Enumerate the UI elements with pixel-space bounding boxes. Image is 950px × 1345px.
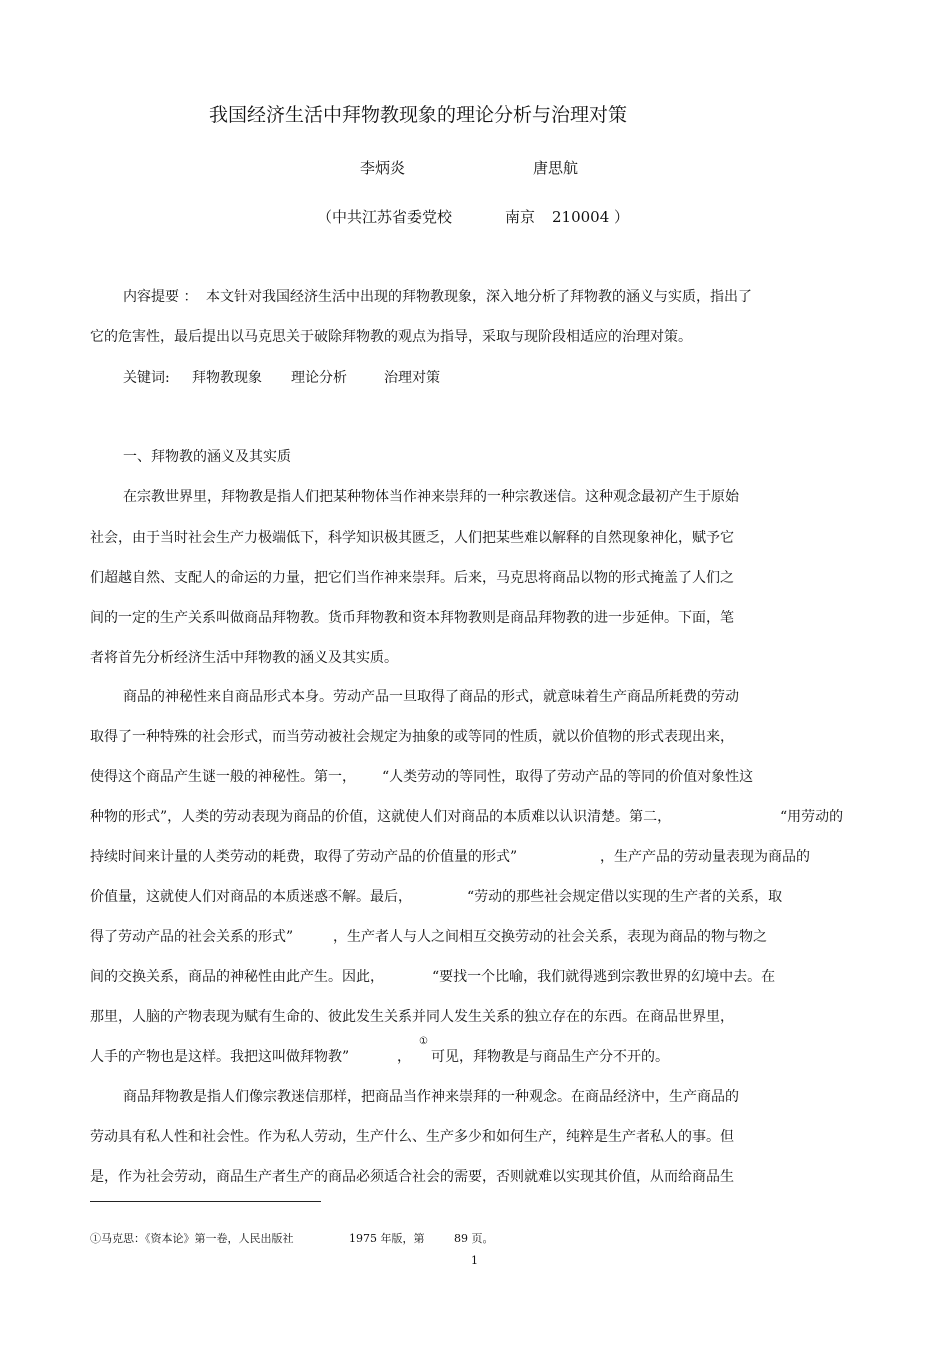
- keyword: 拜物教现象: [192, 370, 262, 386]
- quote-text: 那里，人脑的产物表现为赋有生命的、彼此发生关系并同人发生关系的独立存在的东西。在商品世界里，: [90, 1009, 734, 1025]
- paragraph-line: 商品的神秘性来自商品形式本身。劳动产品一旦取得了商品的形式，就意味着生产商品所耗费的劳动: [123, 689, 739, 705]
- author-1: 李炳炎: [360, 159, 406, 177]
- paragraph-line: ，生产产品的劳动量表现为商品的: [600, 849, 810, 865]
- paragraph-line: 间的一定的生产关系叫做商品拜物教。货币拜物教和资本拜物教则是商品拜物教的进一步延伸。下面，笔: [90, 610, 734, 626]
- keyword: 理论分析: [291, 370, 347, 386]
- footnote-text: 1975 年版，第: [349, 1232, 425, 1245]
- paragraph-line: 使得这个商品产生谜一般的神秘性。第一，: [90, 769, 356, 785]
- footnote-text: ①马克思：《资本论》第一卷，人民出版社: [90, 1232, 294, 1245]
- footnote-divider: [90, 1201, 321, 1202]
- paragraph-line: 可见，拜物教是与商品生产分不开的。: [431, 1049, 669, 1065]
- abstract-label: 内容提要 ：: [123, 289, 198, 305]
- paragraph-line: 价值量，这就使人们对商品的本质迷惑不解。最后，: [90, 889, 412, 905]
- keyword: 治理对策: [384, 370, 440, 386]
- quote-text: “用劳动的: [780, 809, 844, 825]
- paragraph-line: 者将首先分析经济生活中拜物教的涵义及其实质。: [90, 650, 398, 666]
- paragraph-line: 间的交换关系，商品的神秘性由此产生。因此，: [90, 969, 384, 985]
- paragraph-line: 劳动具有私人性和社会性。作为私人劳动，生产什么、生产多少和如何生产，纯粹是生产者私人的事。但: [90, 1129, 734, 1145]
- paragraph-line: 是，作为社会劳动，商品生产者生产的商品必须适合社会的需要，否则就难以实现其价值，从而给商品生: [90, 1169, 734, 1185]
- paragraph-line: 取得了一种特殊的社会形式，而当劳动被社会规定为抽象的或等同的性质，就以价值物的形式表现出来，: [90, 729, 734, 745]
- footnote-text: 89 页。: [454, 1232, 494, 1245]
- paragraph-line: 商品拜物教是指人们像宗教迷信那样，把商品当作神来崇拜的一种观念。在商品经济中，生产商品的: [123, 1089, 739, 1105]
- author-2: 唐思航: [533, 159, 579, 177]
- quote-text: “要找一个比喻，我们就得逃到宗教世界的幻境中去。在: [432, 969, 776, 985]
- paragraph-line: ，: [397, 1049, 411, 1065]
- quote-text: 得了劳动产品的社会关系的形式”: [90, 929, 294, 945]
- affiliation-city: 南京: [505, 208, 536, 226]
- quote-text: “劳动的那些社会规定借以实现的生产者的关系，取: [467, 889, 783, 905]
- footnote-marker[interactable]: ①: [419, 1036, 428, 1047]
- abstract-line: 本文针对我国经济生活中出现的拜物教现象，深入地分析了拜物教的涵义与实质，指出了: [206, 289, 752, 305]
- section-heading: 一、拜物教的涵义及其实质: [123, 449, 291, 465]
- affiliation-org: （中共江苏省委党校: [317, 208, 453, 226]
- paper-title: 我国经济生活中拜物教现象的理论分析与治理对策: [209, 104, 628, 126]
- quote-text: “人类劳动的等同性，取得了劳动产品的等同的价值对象性这: [382, 769, 754, 785]
- quote-text: 持续时间来计量的人类劳动的耗费，取得了劳动产品的价值量的形式”: [90, 849, 518, 865]
- page-number: 1: [471, 1254, 478, 1267]
- keywords-label: 关键词:: [123, 370, 170, 386]
- paragraph-line: 社会，由于当时社会生产力极端低下，科学知识极其匮乏，人们把某些难以解释的自然现象神化，赋予它: [90, 530, 734, 546]
- quote-text: 人手的产物也是这样。我把这叫做拜物教”: [90, 1049, 350, 1065]
- paragraph-line: 在宗教世界里，拜物教是指人们把某种物体当作神来崇拜的一种宗教迷信。这种观念最初产生于原始: [123, 489, 739, 505]
- affiliation-zip: 210004 ）: [552, 208, 630, 226]
- abstract-line: 它的危害性，最后提出以马克思关于破除拜物教的观点为指导，采取与现阶段相适应的治理对策。: [90, 329, 692, 345]
- paragraph-line: ，生产者人与人之间相互交换劳动的社会关系，表现为商品的物与物之: [333, 929, 767, 945]
- paragraph-line: 们超越自然、支配人的命运的力量，把它们当作神来崇拜。后来，马克思将商品以物的形式掩盖了人们之: [90, 570, 734, 586]
- quote-text: 种物的形式”，人类的劳动表现为商品的价值，这就使人们对商品的本质难以认识清楚。第二，: [90, 809, 672, 825]
